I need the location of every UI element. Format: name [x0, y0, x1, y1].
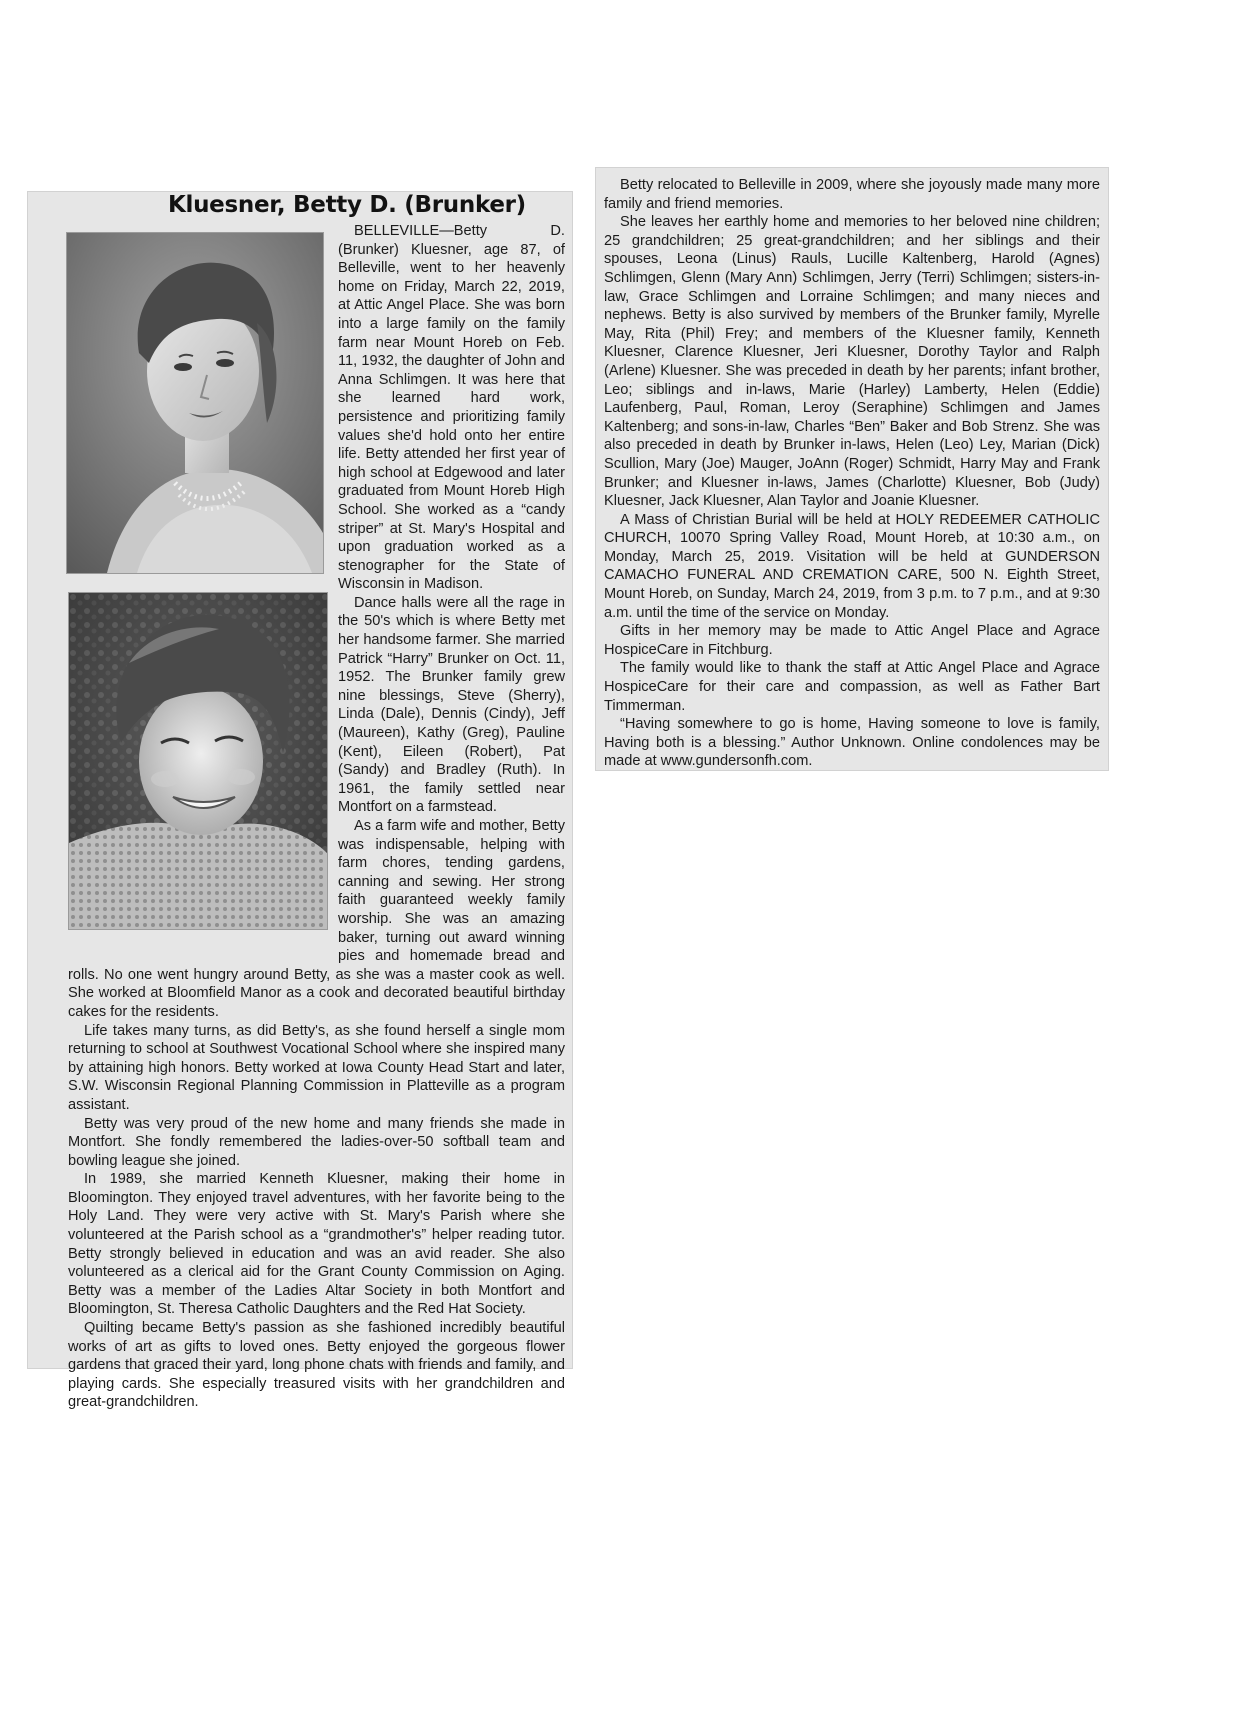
- paragraph: Quilting became Betty's passion as she fashioned incredibly beautiful works of art as gifts to loved ones. Betty enjoyed the gorgeous flower gardens that graced their yard, long phone chats with friends and family, and playing cards. She especially treasured visits with her grandchildren and great-grandchildren.: [68, 1320, 565, 1411]
- paragraph: Dance halls were all the rage in the 50's which is where Betty met her handsome farmer. She married Patrick “Harry” Brunker on Oct. 11, 1952. The Brunker family grew nine blessings, Steve (Sherry), Linda (Dale), Dennis (Cindy), Jeff (Maureen), Kathy (Greg), Pauline (Kent), Eileen (Robert), Pat (Sandy) and Bradley (Ruth). In 1961, the family settled near Montfort on a farmstead.: [338, 594, 565, 816]
- paragraph: In 1989, she married Kenneth Kluesner, making their home in Bloomington. They enjoyed travel adventures, with her favorite being to the Holy Land. They were very active with St. Mary's Parish where she volunteered at the Parish school as a “grandmother's” helper reading tutor. Betty strongly believed in education and was an avid reader. She also volunteered as a clerical aid for the Grant County Commission on Aging. Betty was a member of the Ladies Altar Society in both Montfort and Bloomington, St. Theresa Catholic Daughters and the Red Hat Society.: [68, 1171, 565, 1318]
- paragraph: Betty was very proud of the new home and many friends she made in Montfort. She fondly remembered the ladies-over-50 softball team and bowling league she joined.: [68, 1115, 565, 1169]
- photo-float-spacer: [68, 222, 338, 950]
- paragraph: As a farm wife and mother, Betty was indispensable, helping with farm chores, tending gardens, canning and sewing. Her strong faith guaranteed weekly family worship. She was an amazing baker, turning out award winning pies and homemade bread and rolls. No one went hungry around Betty, as she was a master cook as well. She worked at Bloomfield Manor as a cook and decorated beautiful birthday cakes for the residents.: [68, 818, 565, 1020]
- paragraph: She leaves her earthly home and memories to her beloved nine children; 25 grandchildren; 25 great-grandchildren; and her siblings and their spouses, Leona (Linus) Rauls, Lucille Kaltenberg, Harold (Agnes) Schlimgen, Glenn (Mary Ann) Schlimgen, Jerry (Terri) Schlimgen; sisters-in-law, Grace Schlimgen and Lorraine Schlimgen; and many nieces and nephews. Betty is also survived by members of the Brunker family, Myrelle May, Rita (Phil) Frey; and members of the Kluesner family, Kenneth Kluesner, Clarence Kluesner, Jeri Kluesner, Dorothy Taylor and Ralph (Arlene) Kluesner. She was preceded in death by her parents; infant brother, Leo; siblings and in-laws, Marie (Harley) Lamberty, Helen (Eddie) Laufenberg, Paul, Roman, Leroy (Seraphine) Schlimgen and James Kaltenberg; and sons-in-law, Charles “Ben” Baker and Bob Strenz. She was also preceded in death by Brunker in-laws, Helen (Leo) Ley, Marian (Dick) Scullion, Mary (Joe) Mauger, JoAnn (Roger) Schmidt, Harry May and Frank Brunker; and Kluesner in-laws, James (Charlotte) Kluesner, Bob (Judy) Kluesner, Jack Kluesner, Alan Taylor and Joanie Kluesner.: [604, 214, 1100, 510]
- right-column-text: [604, 176, 1100, 771]
- left-column-text: [68, 222, 565, 1412]
- paragraph: “Having somewhere to go is home, Having someone to love is family, Having both is a blessing.” Author Unknown. Online condolences may be made at www.gundersonfh.com.: [604, 716, 1100, 770]
- obituary-headline: Kluesner, Betty D. (Brunker): [168, 192, 526, 218]
- paragraph: Life takes many turns, as did Betty's, as she found herself a single mom returning to school at Southwest Vocational School where she inspired many by attaining high honors. Betty worked at Iowa County Head Start and later, S.W. Wisconsin Regional Planning Commission in Platteville as a program assistant.: [68, 1022, 565, 1113]
- paragraph: The family would like to thank the staff at Attic Angel Place and Agrace HospiceCare for their care and compassion, as well as Father Bart Timmerman.: [604, 660, 1100, 714]
- paragraph: BELLEVILLE—Betty D. (Brunker) Kluesner, age 87, of Belleville, went to her heavenly home on Friday, March 22, 2019, at Attic Angel Place. She was born into a large family on the family farm near Mount Horeb on Feb. 11, 1932, the daughter of John and Anna Schlimgen. It was here that she learned hard work, persistence and prioritizing family values she'd hold onto her entire life. Betty attended her first year of high school at Edgewood and later graduated from Mount Horeb High School. She worked as a “candy striper” at St. Mary's Hospital and upon graduation worked as a stenographer for the State of Wisconsin in Madison.: [338, 223, 565, 593]
- paragraph: Betty relocated to Belleville in 2009, where she joyously made many more family and friend memories.: [604, 177, 1100, 212]
- obituary-clipping-left: [28, 192, 572, 1411]
- paragraph: A Mass of Christian Burial will be held at HOLY REDEEMER CATHOLIC CHURCH, 10070 Spring Valley Road, Mount Horeb, at 10:30 a.m., on Monday, March 25, 2019. Visitation will be held at GUNDERSON CAMACHO FUNERAL AND CREMATION CARE, 500 N. Eighth Street, Mount Horeb, on Sunday, March 24, 2019, from 3 p.m. to 7 p.m., and at 9:30 a.m. until the time of the service on Monday.: [604, 511, 1100, 621]
- obituary-clipping-right: [596, 168, 1108, 770]
- paragraph: Gifts in her memory may be made to Attic Angel Place and Agrace HospiceCare in Fitchburg.: [604, 623, 1100, 658]
